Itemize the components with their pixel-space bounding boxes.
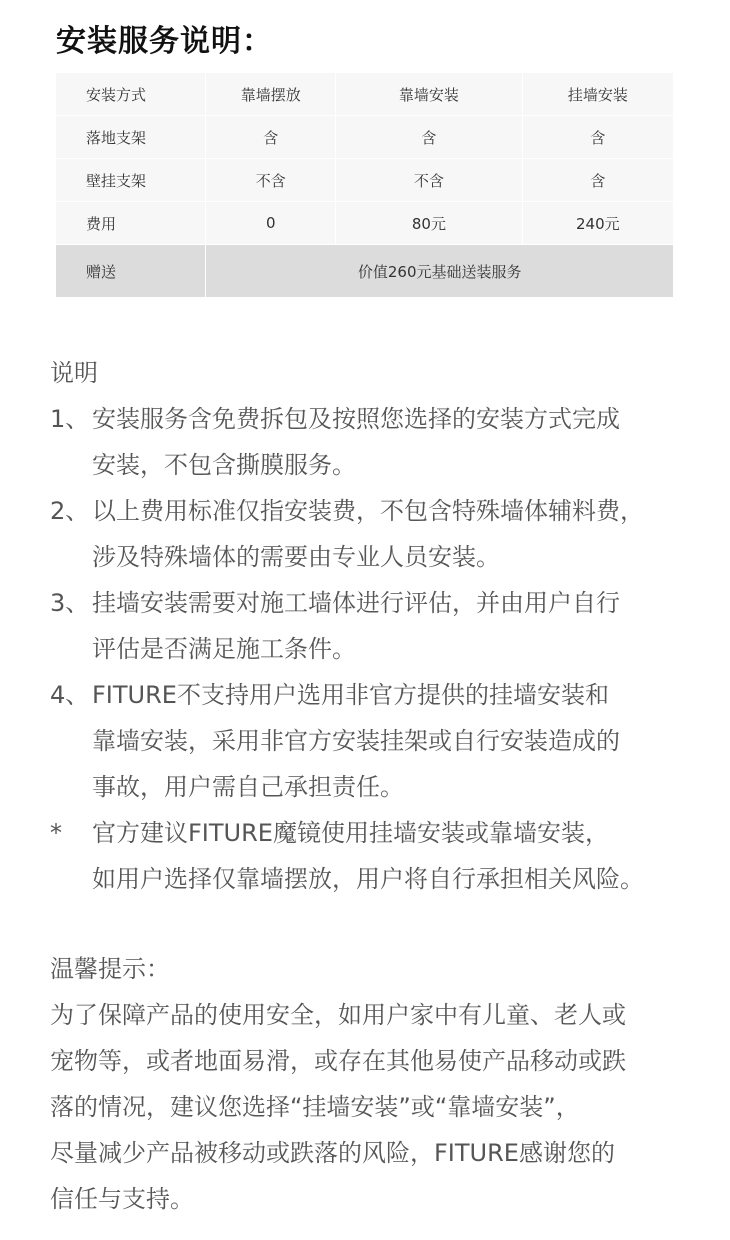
table-cell: 240元 <box>522 202 673 245</box>
list-item <box>50 488 700 580</box>
header-cell: 安装方式 <box>56 73 206 116</box>
item-line: 如用户选择仅靠墙摆放，用户将自行承担相关风险。 <box>92 865 644 893</box>
tips-line: 为了保障产品的使用安全，如用户家中有儿童、老人或 <box>50 1001 626 1029</box>
item-number: 1、 <box>50 405 90 433</box>
item-number: 2、 <box>50 497 90 525</box>
list-item <box>50 672 700 810</box>
item-line: 评估是否满足施工条件。 <box>92 635 356 663</box>
item-number: 4、 <box>50 681 90 709</box>
item-line: 安装，不包含撕膜服务。 <box>92 451 356 479</box>
gift-label: 赠送 <box>56 245 206 298</box>
header-cell: 挂墙安装 <box>522 73 673 116</box>
tips-line: 尽量减少产品被移动或跌落的风险，FITURE感谢您的 <box>50 1139 615 1167</box>
item-line: 以上费用标准仅指安装费，不包含特殊墙体辅料费， <box>92 497 644 525</box>
item-line: 靠墙安装，采用非官方安装挂架或自行安装造成的 <box>92 727 620 755</box>
tips-line: 宠物等，或者地面易滑，或存在其他易使产品移动或跌 <box>50 1047 626 1075</box>
item-line: 安装服务含免费拆包及按照您选择的安装方式完成 <box>92 405 620 433</box>
table-cell: 含 <box>522 159 673 202</box>
installation-table <box>56 73 674 298</box>
notes-heading: 说明 <box>50 359 98 387</box>
item-line: 涉及特殊墙体的需要由专业人员安装。 <box>92 543 500 571</box>
table-cell: 含 <box>206 116 336 159</box>
page-title: 安装服务说明： <box>56 24 273 59</box>
table-cell: 不含 <box>336 159 522 202</box>
item-line: 挂墙安装需要对施工墙体进行评估，并由用户自行 <box>92 589 620 617</box>
table-row <box>56 159 674 202</box>
tips-line: 信任与支持。 <box>50 1185 194 1213</box>
list-item <box>50 396 700 488</box>
table-cell: 落地支架 <box>56 116 206 159</box>
tips-line: 落的情况，建议您选择“挂墙安装”或“靠墙安装”， <box>50 1093 580 1121</box>
table-cell: 含 <box>336 116 522 159</box>
item-line: 事故，用户需自己承担责任。 <box>92 773 404 801</box>
table-cell: 壁挂支架 <box>56 159 206 202</box>
item-number: 3、 <box>50 589 90 617</box>
table-row <box>56 202 674 245</box>
list-item <box>50 810 700 902</box>
header-cell: 靠墙摆放 <box>206 73 336 116</box>
item-line: FITURE不支持用户选用非官方提供的挂墙安装和 <box>92 681 609 709</box>
gift-row <box>56 245 674 298</box>
tips-heading: 温馨提示： <box>50 955 170 983</box>
table-cell: 0 <box>206 202 336 245</box>
notes-section <box>50 350 700 902</box>
table-cell: 含 <box>522 116 673 159</box>
list-item <box>50 580 700 672</box>
tips-section <box>50 946 700 1222</box>
header-cell: 靠墙安装 <box>336 73 522 116</box>
item-line: 官方建议FITURE魔镜使用挂墙安装或靠墙安装， <box>92 819 609 847</box>
gift-value: 价值260元基础送装服务 <box>206 245 674 298</box>
table-header-row <box>56 73 674 116</box>
item-asterisk: * <box>50 819 62 847</box>
table-cell: 不含 <box>206 159 336 202</box>
table-row <box>56 116 674 159</box>
table-cell: 费用 <box>56 202 206 245</box>
table-cell: 80元 <box>336 202 522 245</box>
